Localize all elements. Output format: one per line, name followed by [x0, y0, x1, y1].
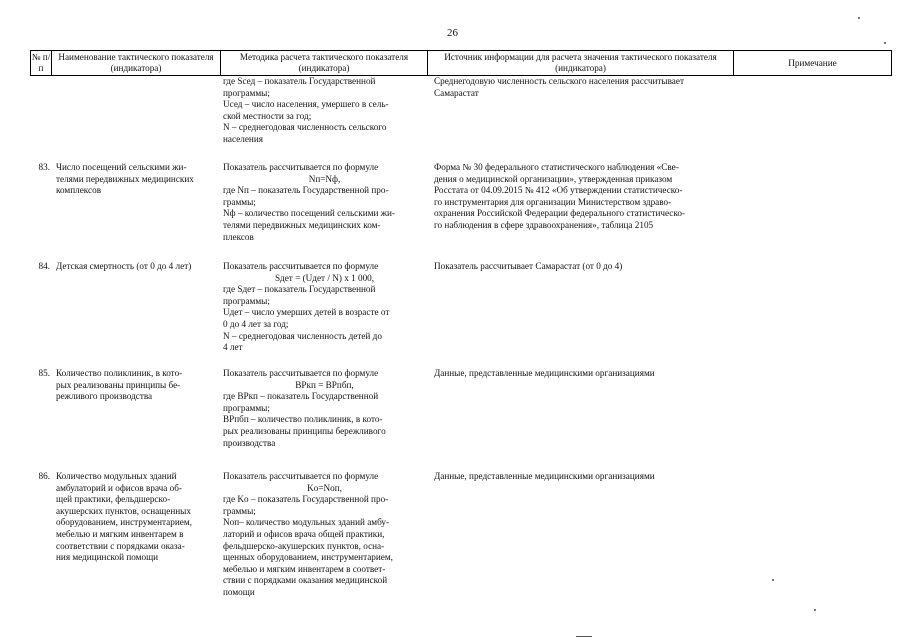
method-line: BPпбп – количество поликлиник, в кото-	[223, 414, 383, 425]
method-line: где Sдет – показатель Государственной	[223, 284, 376, 295]
name-line: акушерских пунктов, оснащенных	[56, 505, 191, 516]
row-num: 84.	[38, 261, 50, 271]
method-line: где Sсед – показатель Государственной	[223, 76, 376, 86]
row-name	[52, 162, 221, 243]
row-note	[734, 261, 892, 354]
source-line: Данные, представленные медицинскими организациями	[434, 368, 655, 378]
method-line: 4 лет	[223, 342, 243, 353]
row-note	[734, 162, 892, 243]
name-line: рых реализованы принципы бе-	[56, 379, 181, 390]
row-num: 83.	[38, 162, 50, 172]
source-line: Среднегодовую численность сельского населения рассчитывает	[434, 76, 684, 86]
name-line: Количество модульных зданий	[56, 471, 177, 481]
method-line: рых реализованы принципы бережливого	[223, 425, 386, 436]
method-line: латорий и офисов врача общей практики,	[223, 528, 385, 539]
header-note: Примечание	[734, 51, 892, 75]
table-row	[30, 76, 892, 146]
name-line: ния медицинской помощи	[56, 552, 159, 563]
name-line: щей практики, фельдшерско-	[56, 494, 171, 505]
method-line: Показатель рассчитывается по формуле	[223, 471, 379, 481]
name-line: Количество поликлиник, в кото-	[56, 368, 183, 378]
table-row	[30, 261, 892, 354]
row-note	[734, 76, 892, 146]
formula: Sдет = (Uдет / N) x 1 000,	[274, 272, 375, 283]
method-line: Uдет – число умерших детей в возрасте от	[223, 307, 390, 318]
row-num: 85.	[38, 368, 50, 378]
row-source	[428, 162, 734, 243]
row-source	[428, 261, 734, 354]
row-note	[734, 368, 892, 449]
method-line: Nф – количество посещений сельскими жи-	[223, 208, 395, 219]
indicator-table	[30, 50, 892, 597]
source-line: Самарастат	[434, 87, 479, 98]
formula: Kо=Nоп,	[307, 482, 342, 493]
source-line: дения о медицинской организации», утвержденная приказом	[434, 173, 673, 184]
method-line: N – среднегодовая численность детей до	[223, 330, 382, 341]
formula: BPкп = BPпбп,	[295, 379, 354, 390]
row-note	[734, 471, 892, 599]
row-method	[221, 471, 428, 599]
row-method	[221, 162, 428, 243]
name-line: Число посещений сельскими жи-	[56, 162, 187, 172]
method-line: граммы;	[223, 505, 256, 516]
method-line: Показатель рассчитывается по формуле	[223, 162, 379, 172]
source-line: го инструментария для организации Министерством здраво-	[434, 196, 672, 207]
method-line: телями передвижных медицинских ком-	[223, 219, 381, 230]
table-row	[30, 471, 892, 599]
table-row	[30, 162, 892, 243]
header-method: Методика расчета тактического показателя (индикатора)	[221, 51, 428, 75]
table-row	[30, 368, 892, 449]
source-line: го наблюдения в сфере здравоохранения», таблица 2105	[434, 219, 654, 230]
row-name	[52, 261, 221, 354]
method-line: плексов	[223, 231, 254, 242]
method-line: мебелью и мягким инвентарем в соответ-	[223, 563, 386, 574]
method-line: щенных оборудованием, инструментарием,	[223, 552, 393, 563]
row-name	[52, 471, 221, 599]
method-line: программы;	[223, 87, 270, 98]
method-line: граммы;	[223, 196, 256, 207]
row-source	[428, 76, 734, 146]
source-line: Росстата от 04.09.2015 № 412 «Об утверждении статистическо-	[434, 185, 683, 196]
formula: Nп=Nф,	[308, 173, 341, 184]
scan-speck	[858, 17, 860, 19]
row-method	[221, 368, 428, 449]
method-line: помощи	[223, 586, 255, 597]
source-line: Показатель рассчитывает Самарастат (от 0 до 4)	[434, 261, 623, 271]
row-num: 86.	[38, 471, 50, 481]
row-num	[30, 76, 52, 146]
name-line: Детская смертность (от 0 до 4 лет)	[56, 261, 192, 271]
page-number: 26	[447, 27, 458, 39]
row-source	[428, 471, 734, 599]
row-source	[428, 368, 734, 449]
scan-speck	[772, 579, 774, 581]
row-name	[52, 368, 221, 449]
name-line: телями передвижных медицинских	[56, 173, 194, 184]
method-line: ствии с порядками оказания медицинской	[223, 575, 388, 586]
method-line: ской местности за год;	[223, 110, 312, 121]
method-line: Nоп– количество модульных зданий амбу-	[223, 517, 390, 528]
row-method	[221, 261, 428, 354]
name-line: комплексов	[56, 185, 102, 196]
name-line: оборудованием, инструментарием,	[56, 517, 192, 528]
source-line: Данные, представленные медицинскими организациями	[434, 471, 655, 481]
source-line: охранения Российской Федерации федерального статистическо-	[434, 208, 686, 219]
method-line: где Kо – показатель Государственной про-	[223, 494, 389, 505]
method-line: где BPкп – показатель Государственной	[223, 391, 379, 402]
table-header	[30, 50, 892, 76]
row-name	[52, 76, 221, 146]
method-line: Uсед – число населения, умершего в сель-	[223, 99, 389, 110]
name-line: режливого производства	[56, 391, 153, 402]
header-num: № п/п	[31, 52, 51, 73]
scan-speck	[884, 42, 886, 44]
method-line: где Nп – показатель Государственной про-	[223, 185, 389, 196]
row-method	[221, 76, 428, 146]
header-source: Источник информации для расчета значения тактического показателя (индикатора)	[428, 51, 734, 75]
scan-mark	[576, 636, 592, 637]
source-line: Форма № 30 федерального статистического наблюдения «Све-	[434, 162, 679, 172]
name-line: соответствии с порядками оказа-	[56, 540, 185, 551]
method-line: N – среднегодовая численность сельского	[223, 122, 387, 133]
method-line: Показатель рассчитывается по формуле	[223, 261, 379, 271]
scan-speck	[814, 609, 816, 611]
method-line: населения	[223, 133, 263, 144]
header-name: Наименование тактического показателя (индикатора)	[52, 51, 221, 75]
method-line: Показатель рассчитывается по формуле	[223, 368, 379, 378]
method-line: 0 до 4 лет за год;	[223, 318, 289, 329]
method-line: фельдшерско-акушерских пунктов, осна-	[223, 540, 385, 551]
method-line: программы;	[223, 402, 270, 413]
name-line: мебелью и мягким инвентарем в	[56, 528, 184, 539]
name-line: амбулаторий и офисов врача об-	[56, 482, 182, 493]
method-line: производства	[223, 437, 276, 448]
method-line: программы;	[223, 295, 270, 306]
